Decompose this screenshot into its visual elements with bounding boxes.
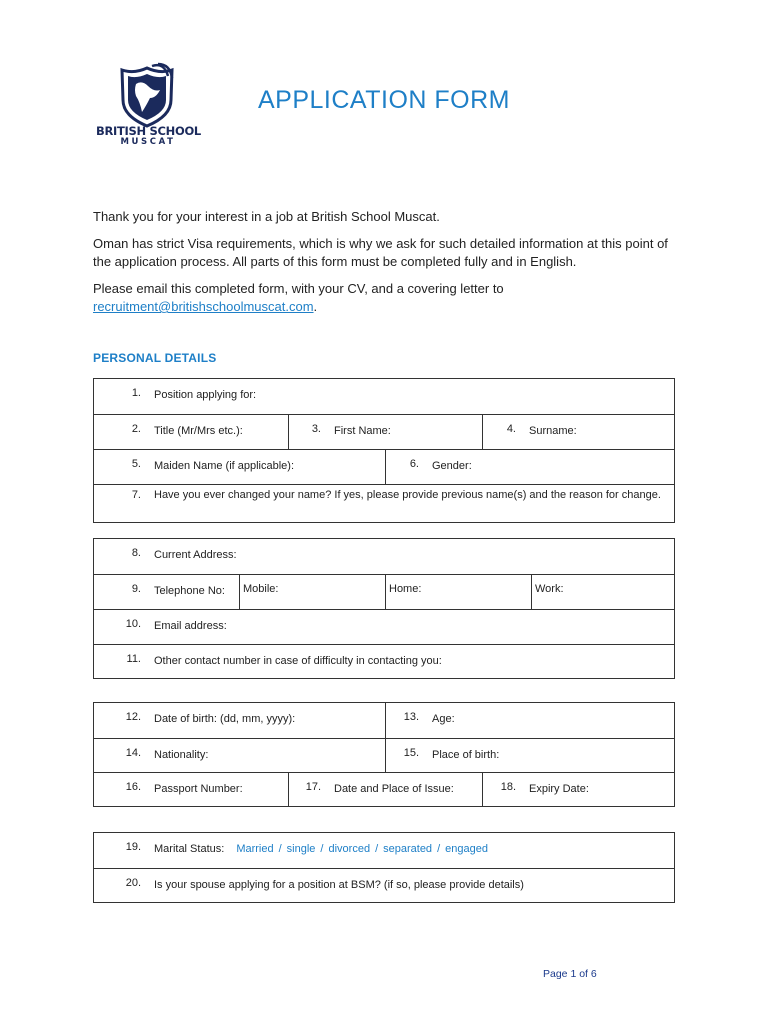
table-row (94, 868, 674, 902)
question-label: Gender: (432, 460, 472, 472)
personal-details-table-3 (93, 702, 675, 807)
table-row (94, 609, 674, 644)
telephone-field (94, 575, 239, 609)
logo-subtext: MUSCAT (120, 137, 176, 147)
maiden-name-field[interactable] (94, 450, 385, 484)
home-phone-field[interactable] (385, 575, 531, 609)
option-separator: / (437, 843, 441, 855)
spouse-application-field[interactable] (94, 869, 674, 902)
question-number: 10. (125, 618, 141, 630)
table-row (94, 574, 674, 609)
personal-details-table-4 (93, 832, 675, 903)
question-number: 5. (131, 458, 141, 470)
question-number: 2. (131, 423, 141, 435)
question-number: 13. (403, 711, 419, 723)
question-number: 12. (125, 711, 141, 723)
question-label: Passport Number: (154, 783, 243, 795)
question-label: Is your spouse applying for a position at BSM? (if so, please provide details) (154, 879, 524, 891)
date-of-birth-field[interactable] (94, 703, 385, 738)
option-separator: / (375, 843, 379, 855)
table-row (94, 379, 674, 414)
table-row (94, 539, 674, 574)
question-label: Telephone No: (154, 585, 225, 597)
question-number: 18. (500, 781, 516, 793)
logo-text: BRITISH SCHOOL (96, 124, 201, 138)
page-title: APPLICATION FORM (258, 86, 511, 114)
page-number: Page 1 of 6 (543, 968, 597, 980)
table-row (94, 833, 674, 868)
surname-field[interactable] (482, 415, 674, 449)
table-row (94, 449, 674, 484)
question-label: Expiry Date: (529, 783, 589, 795)
marital-option-single[interactable]: single (286, 843, 316, 855)
marital-option-separated[interactable]: separated (383, 843, 433, 855)
question-label: Title (Mr/Mrs etc.): (154, 425, 243, 437)
question-label: Email address: (154, 620, 227, 632)
personal-details-table-2 (93, 538, 675, 679)
question-number: 8. (131, 547, 141, 559)
work-label: Work: (535, 583, 564, 595)
title-field[interactable] (94, 415, 288, 449)
other-contact-field[interactable] (94, 645, 674, 678)
intro-paragraph-2: Oman has strict Visa requirements, which is why we ask for such detailed information at this point of the application process. All parts of this form must be completed fully and in English. (93, 236, 668, 269)
table-row (94, 414, 674, 449)
option-separator: / (278, 843, 282, 855)
question-number: 15. (403, 747, 419, 759)
question-label: Date and Place of Issue: (334, 783, 454, 795)
question-label: Surname: (529, 425, 577, 437)
question-label: Age: (432, 713, 455, 725)
question-number: 17. (305, 781, 321, 793)
gender-field[interactable] (385, 450, 674, 484)
table-row (94, 738, 674, 772)
question-label: Maiden Name (if applicable): (154, 460, 295, 472)
personal-details-table-1 (93, 378, 675, 523)
question-number: 11. (126, 653, 141, 665)
question-number: 19. (125, 841, 141, 853)
marital-option-engaged[interactable]: engaged (445, 843, 488, 855)
place-of-birth-field[interactable] (385, 739, 674, 772)
email-address-field[interactable] (94, 610, 674, 644)
option-separator: / (320, 843, 324, 855)
question-label: Position applying for: (154, 389, 257, 401)
intro-paragraph-3 (93, 280, 683, 316)
question-number: 3. (311, 423, 321, 435)
marital-options (236, 841, 488, 857)
mobile-field[interactable] (239, 575, 385, 609)
question-number: 4. (506, 423, 516, 435)
period: . (313, 299, 318, 314)
nationality-field[interactable] (94, 739, 385, 772)
age-field[interactable] (385, 703, 674, 738)
section-heading: PERSONAL DETAILS (93, 351, 217, 365)
question-number: 6. (409, 458, 419, 470)
issue-date-place-field[interactable] (288, 773, 482, 806)
question-label: Current Address: (154, 549, 237, 561)
question-label: Have you ever changed your name? If yes, please provide previous name(s) and the reason for change. (154, 489, 661, 501)
expiry-date-field[interactable] (482, 773, 674, 806)
passport-number-field[interactable] (94, 773, 288, 806)
question-label: First Name: (334, 425, 391, 437)
question-number: 9. (131, 583, 141, 595)
table-row (94, 703, 674, 738)
marital-option-married[interactable]: Married (236, 843, 274, 855)
question-label: Place of birth: (432, 749, 500, 761)
question-number: 14. (125, 747, 141, 759)
intro-paragraph-1: Thank you for your interest in a job at British School Muscat. (93, 209, 440, 224)
question-label: Marital Status: (154, 843, 225, 855)
table-row (94, 484, 674, 522)
work-phone-field[interactable] (531, 575, 674, 609)
question-label: Date of birth: (dd, mm, yyyy): (154, 713, 296, 725)
current-address-field[interactable] (94, 539, 674, 574)
first-name-field[interactable] (288, 415, 482, 449)
email-link[interactable]: recruitment@britishschoolmuscat.com (93, 299, 314, 314)
question-number: 7. (131, 489, 141, 501)
question-label: Nationality: (154, 749, 209, 761)
email-instruction: Please email this completed form, with your CV, and a covering letter to (93, 281, 504, 296)
table-row (94, 772, 674, 806)
mobile-label: Mobile: (243, 583, 279, 595)
name-change-field[interactable] (94, 485, 674, 522)
position-field[interactable] (94, 379, 674, 414)
question-number: 1. (131, 387, 141, 399)
question-number: 16. (125, 781, 141, 793)
home-label: Home: (389, 583, 422, 595)
marital-status-field (94, 833, 674, 868)
question-label: Other contact number in case of difficulty in contacting you: (154, 655, 442, 667)
table-row (94, 644, 674, 678)
question-number: 20. (125, 877, 141, 889)
marital-option-divorced[interactable]: divorced (328, 843, 371, 855)
